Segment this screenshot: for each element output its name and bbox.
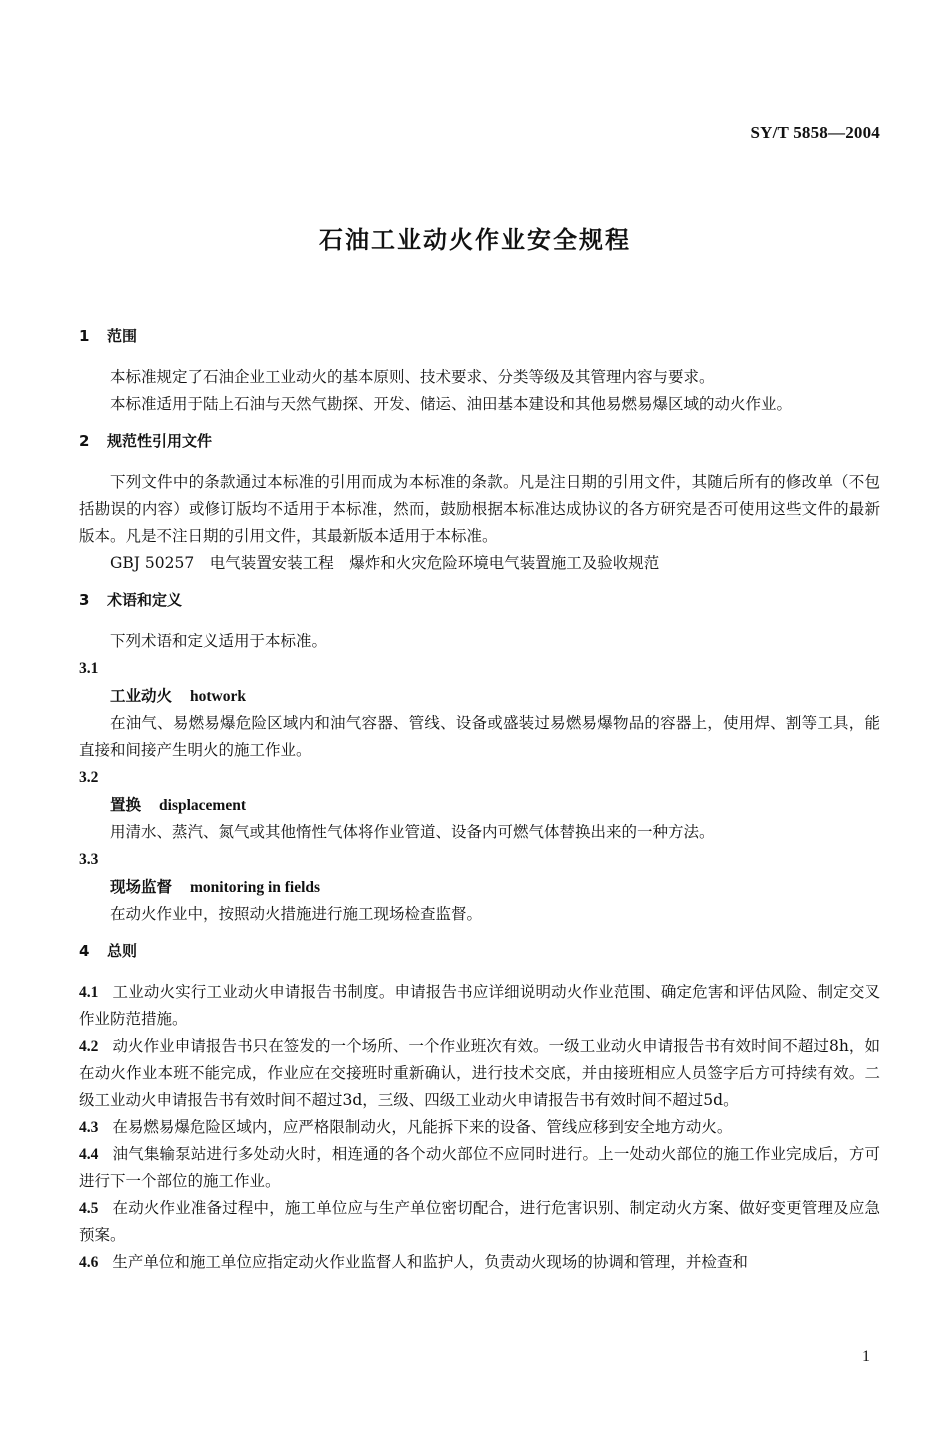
- standard-code: SY/T 5858—2004: [750, 123, 880, 142]
- section-heading-general-rules: [79, 938, 880, 965]
- section-number: 1: [79, 327, 90, 345]
- paragraph: 下列术语和定义适用于本标准。: [110, 632, 328, 650]
- section-title: 规范性引用文件: [107, 432, 213, 450]
- paragraph: 本标准适用于陆上石油与天然气勘探、开发、储运、油田基本建设和其他易燃易爆区域的动火作业。: [110, 395, 793, 413]
- clause: [79, 1141, 880, 1195]
- clause-text: 在易燃易爆危险区域内，应严格限制动火，凡能拆下来的设备、管线应移到安全地方动火。: [112, 1118, 733, 1136]
- section-heading-terms-definitions: [79, 587, 880, 614]
- term-zh: 现场监督: [110, 877, 173, 896]
- term-definition: 用清水、蒸汽、氮气或其他惰性气体将作业管道、设备内可燃气体替换出来的一种方法。: [110, 823, 715, 841]
- section-title: 术语和定义: [107, 591, 183, 609]
- reference-item: GBJ 50257 电气装置安装工程 爆炸和火灾危险环境电气装置施工及验收规范: [110, 554, 660, 572]
- section-title: 总则: [107, 942, 138, 960]
- clause-number: 4.2: [79, 1038, 99, 1055]
- clause: [79, 979, 880, 1033]
- term-definition: 在油气、易燃易爆危险区域内和油气容器、管线、设备或盛装过易燃易爆物品的容器上，使用焊、割等工具，能直接和间接产生明火的施工作业。: [79, 714, 880, 759]
- paragraph: 下列文件中的条款通过本标准的引用而成为本标准的条款。凡是注日期的引用文件，其随后所有的修改单（不包括勘误的内容）或修订版均不适用于本标准，然而，鼓励根据本标准达成协议的各方研究是否可使用这些文件的最新版本。凡是不注日期的引用文件，其最新版本适用于本标准。: [79, 473, 880, 545]
- term-en: displacement: [159, 797, 246, 814]
- clause-number: 4.4: [79, 1146, 99, 1163]
- term-zh: 工业动火: [110, 686, 173, 705]
- term-number: 3.1: [79, 660, 99, 677]
- document-title: 石油工业动火作业安全规程: [319, 226, 631, 254]
- section-heading-normative-references: [79, 428, 880, 455]
- clause-text: 动火作业申请报告书只在签发的一个场所、一个作业班次有效。一级工业动火申请报告书有效时间不超过8h，如在动火作业本班不能完成，作业应在交接班时重新确认，进行技术交底，并由接班相应人员签字后方可持续有效。二级工业动火申请报告书有效时间不超过3d，三级、四级工业动火申请报告书有效时间不超过5d。: [79, 1037, 880, 1109]
- clause-number: 4.3: [79, 1119, 99, 1136]
- section-title: 范围: [107, 327, 138, 345]
- paragraph: 本标准规定了石油企业工业动火的基本原则、技术要求、分类等级及其管理内容与要求。: [110, 368, 715, 386]
- term-definition: 在动火作业中，按照动火措施进行施工现场检查监督。: [110, 905, 483, 923]
- document-body: [79, 323, 880, 1276]
- term-name: [79, 682, 880, 710]
- term-en: monitoring in fields: [190, 879, 321, 896]
- clause-number: 4.5: [79, 1200, 99, 1217]
- clause-text: 在动火作业准备过程中，施工单位应与生产单位密切配合，进行危害识别、制定动火方案、做好变更管理及应急预案。: [79, 1199, 880, 1244]
- section-number: 4: [79, 942, 90, 960]
- section-number: 3: [79, 591, 90, 609]
- clause: [79, 1033, 880, 1114]
- term-number: 3.2: [79, 769, 99, 786]
- term-name: [79, 873, 880, 901]
- clause-text: 工业动火实行工业动火申请报告书制度。申请报告书应详细说明动火作业范围、确定危害和评估风险、制定交叉作业防范措施。: [79, 983, 880, 1028]
- page-number: 1: [862, 1348, 870, 1365]
- clause-number: 4.6: [79, 1254, 99, 1271]
- clause-number: 4.1: [79, 984, 99, 1001]
- term-name: [79, 791, 880, 819]
- section-number: 2: [79, 432, 90, 450]
- clause: [79, 1249, 880, 1276]
- term-number: 3.3: [79, 851, 99, 868]
- clause: [79, 1195, 880, 1249]
- section-heading-scope: [79, 323, 880, 350]
- clause: [79, 1114, 880, 1141]
- clause-text: 油气集输泵站进行多处动火时，相连通的各个动火部位不应同时进行。上一处动火部位的施工作业完成后，方可进行下一个部位的施工作业。: [79, 1145, 880, 1190]
- term-en: hotwork: [190, 688, 246, 705]
- term-zh: 置换: [110, 795, 142, 814]
- clause-text: 生产单位和施工单位应指定动火作业监督人和监护人，负责动火现场的协调和管理，并检查和: [112, 1253, 748, 1271]
